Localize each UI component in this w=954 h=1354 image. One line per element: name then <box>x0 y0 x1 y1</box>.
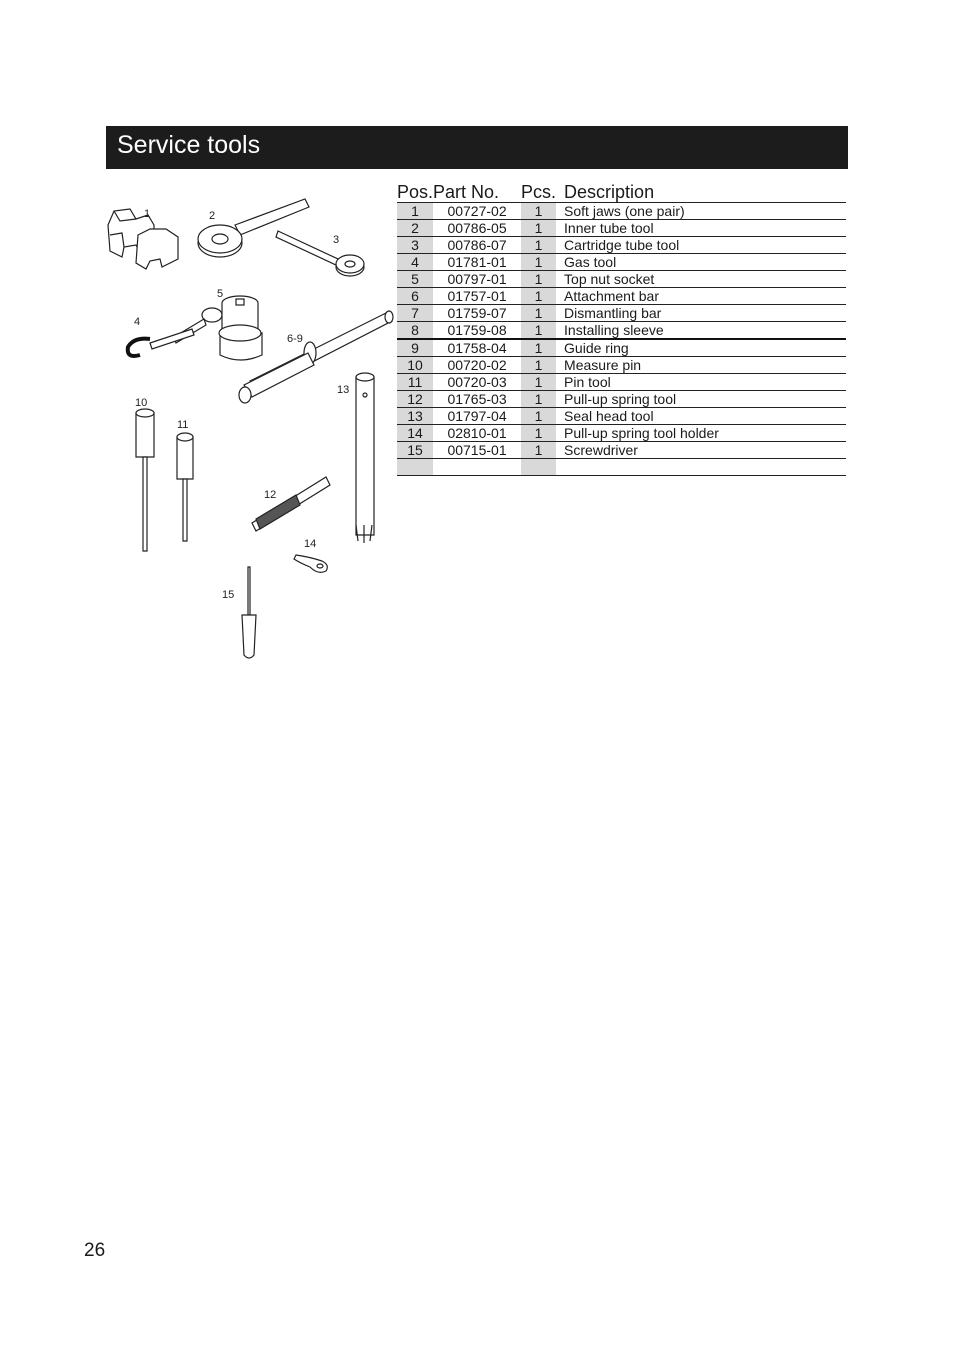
top-nut-socket-drawing <box>219 296 262 360</box>
callout-13: 13 <box>337 384 350 396</box>
cell-description: Seal head tool <box>556 408 846 425</box>
table-row <box>397 322 846 340</box>
cell-pcs: 1 <box>521 220 556 237</box>
cell-part-no: 01758-04 <box>433 339 521 357</box>
table-row <box>397 425 846 442</box>
cell-pos: 7 <box>397 305 433 322</box>
table-row <box>397 305 846 322</box>
cell-part-no: 01759-07 <box>433 305 521 322</box>
table-row <box>397 237 846 254</box>
header-part-no: Part No. <box>433 183 521 203</box>
cell-pos: 13 <box>397 408 433 425</box>
table-row <box>397 339 846 357</box>
cell-pcs: 1 <box>521 288 556 305</box>
table-row <box>397 254 846 271</box>
cell-pcs: 1 <box>521 391 556 408</box>
cell-pos: 14 <box>397 425 433 442</box>
cell-pos: 8 <box>397 322 433 340</box>
pull-up-spring-tool-drawing <box>252 477 330 531</box>
cell-part-no: 00786-05 <box>433 220 521 237</box>
section-title-bar <box>106 126 848 169</box>
callout-4: 4 <box>134 316 141 328</box>
cell-part-no: 00720-03 <box>433 374 521 391</box>
callout-11: 11 <box>177 419 189 431</box>
cell-pcs: 1 <box>521 339 556 357</box>
cell-part-no: 00797-01 <box>433 271 521 288</box>
table-header-row <box>397 183 846 203</box>
cell-pcs: 1 <box>521 271 556 288</box>
cell-pcs: 1 <box>521 374 556 391</box>
spring-tool-holder-drawing <box>294 555 327 572</box>
table-row <box>397 442 846 459</box>
cell-description: Soft jaws (one pair) <box>556 203 846 220</box>
cell-part-no: 02810-01 <box>433 425 521 442</box>
cell-part-no <box>433 459 521 476</box>
cell-part-no: 01759-08 <box>433 322 521 340</box>
cell-pcs: 1 <box>521 203 556 220</box>
table-row <box>397 459 846 476</box>
cell-pos <box>397 459 433 476</box>
cell-part-no: 01781-01 <box>433 254 521 271</box>
cell-pos: 6 <box>397 288 433 305</box>
callout-10: 10 <box>135 397 148 409</box>
cell-part-no: 00715-01 <box>433 442 521 459</box>
cell-description: Top nut socket <box>556 271 846 288</box>
cell-part-no: 00720-02 <box>433 357 521 374</box>
cell-description: Dismantling bar <box>556 305 846 322</box>
cell-pos: 5 <box>397 271 433 288</box>
cell-pcs: 1 <box>521 237 556 254</box>
cell-part-no: 01797-04 <box>433 408 521 425</box>
cell-pos: 11 <box>397 374 433 391</box>
table-row <box>397 220 846 237</box>
cell-part-no: 00727-02 <box>433 203 521 220</box>
cell-pcs: 1 <box>521 322 556 340</box>
header-pcs: Pcs. <box>521 182 557 202</box>
cell-pcs: 1 <box>521 425 556 442</box>
cell-part-no: 01757-01 <box>433 288 521 305</box>
cell-pcs: 1 <box>521 408 556 425</box>
cell-part-no: 00786-07 <box>433 237 521 254</box>
cell-description: Screwdriver <box>556 442 846 459</box>
callout-15: 15 <box>222 589 235 601</box>
table-row <box>397 203 846 220</box>
cell-description: Cartridge tube tool <box>556 237 846 254</box>
cell-description: Installing sleeve <box>556 322 846 340</box>
cell-pos: 9 <box>397 339 433 357</box>
callout-1: 1 <box>144 208 151 220</box>
callout-12: 12 <box>264 489 277 501</box>
table-row <box>397 391 846 408</box>
soft-jaws-drawing <box>108 209 178 269</box>
service-tools-illustration <box>100 185 400 670</box>
cell-pos: 3 <box>397 237 433 254</box>
callout-5: 5 <box>217 288 224 300</box>
cell-pos: 2 <box>397 220 433 237</box>
table-row <box>397 288 846 305</box>
cell-description: Pull-up spring tool <box>556 391 846 408</box>
cell-description <box>556 459 846 476</box>
callout-6-9: 6-9 <box>287 333 303 345</box>
cell-description: Inner tube tool <box>556 220 846 237</box>
cell-description: Measure pin <box>556 357 846 374</box>
cell-description: Pull-up spring tool holder <box>556 425 846 442</box>
seal-head-tool-drawing <box>356 373 374 543</box>
cell-description: Pin tool <box>556 374 846 391</box>
cell-part-no: 01765-03 <box>433 391 521 408</box>
cell-pcs <box>521 459 556 476</box>
cartridge-tube-tool-drawing <box>276 231 364 276</box>
table-row <box>397 408 846 425</box>
callout-3: 3 <box>333 234 340 246</box>
cell-pcs: 1 <box>521 357 556 374</box>
cell-pos: 10 <box>397 357 433 374</box>
gas-tool-drawing <box>128 308 222 356</box>
pin-tool-drawing <box>177 433 193 541</box>
cell-pos: 12 <box>397 391 433 408</box>
header-description: Description <box>556 183 846 203</box>
cell-pcs: 1 <box>521 254 556 271</box>
cell-pos: 4 <box>397 254 433 271</box>
header-pos: Pos. <box>397 182 434 202</box>
inner-tube-tool-drawing <box>198 199 309 257</box>
cell-description: Guide ring <box>556 339 846 357</box>
service-tools-table <box>397 183 846 476</box>
page-number: 26 <box>84 1240 106 1261</box>
table-body <box>397 203 846 476</box>
section-title: Service tools <box>117 131 261 159</box>
screwdriver-drawing <box>242 567 256 658</box>
callout-2: 2 <box>209 210 216 222</box>
callout-14: 14 <box>304 538 317 550</box>
cell-description: Attachment bar <box>556 288 846 305</box>
table-row <box>397 374 846 391</box>
cell-pcs: 1 <box>521 442 556 459</box>
cell-pcs: 1 <box>521 305 556 322</box>
cell-description: Gas tool <box>556 254 846 271</box>
table-row <box>397 271 846 288</box>
cell-pos: 1 <box>397 203 433 220</box>
measure-pin-drawing <box>136 409 154 551</box>
table-row <box>397 357 846 374</box>
callout-labels <box>134 208 349 601</box>
cell-pos: 15 <box>397 442 433 459</box>
